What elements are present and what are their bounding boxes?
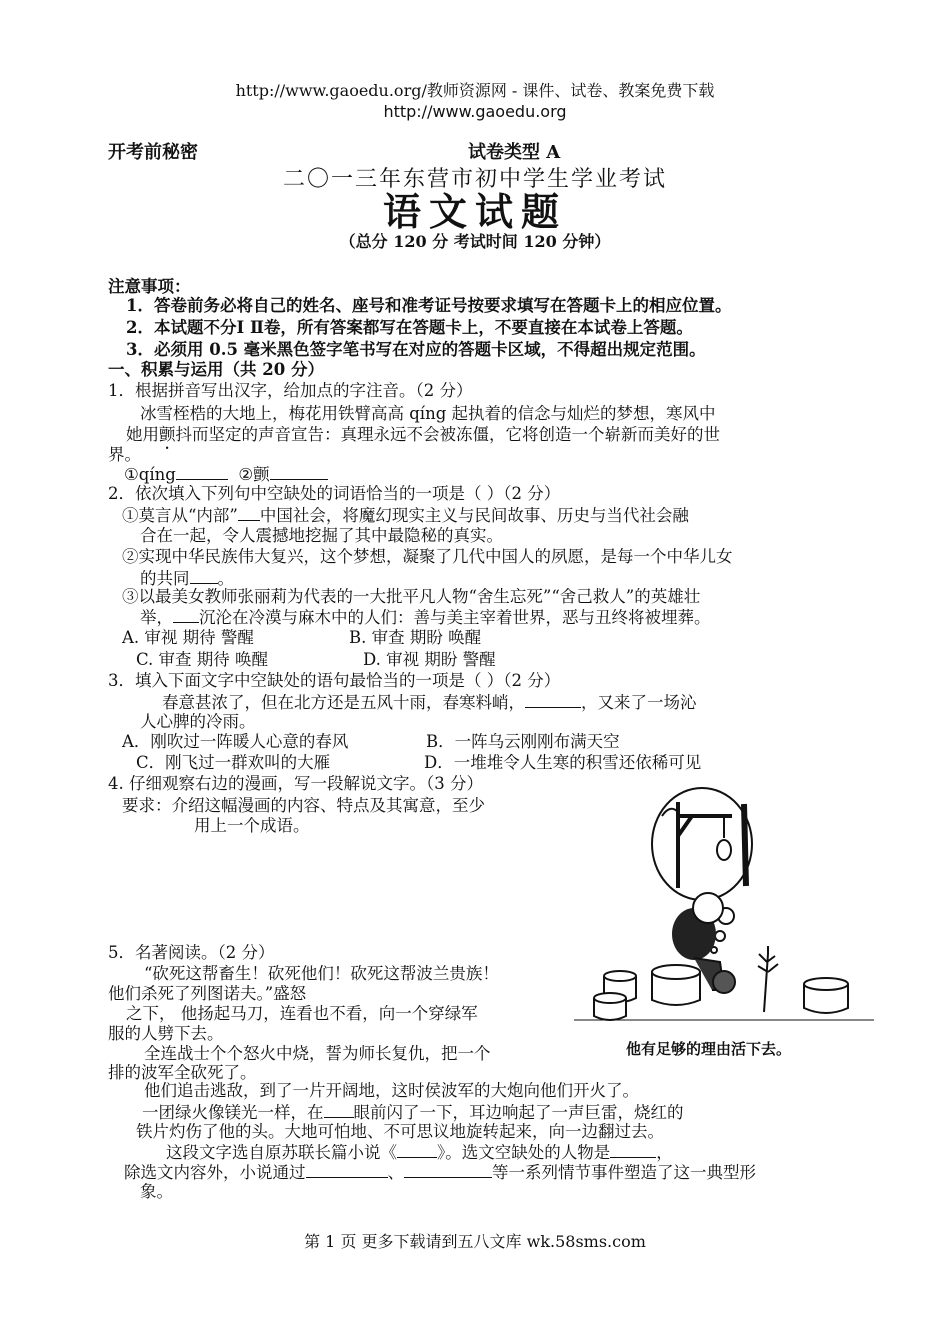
text-span: 中国社会，将魔幻现实主义与民间故事、历史与当代社会融 <box>259 506 689 525</box>
answer-blank[interactable] <box>173 606 199 623</box>
q3-stem: 3．填入下面文字中空缺处的语句最恰当的一项是（ ）（2 分） <box>108 671 561 690</box>
q5-passage-line: 他们杀死了列图诺夫。”盛怒 <box>108 984 307 1003</box>
q5-passage-line: 之下， 他扬起马刀，连看也不看，向一个穿绿军 <box>126 1004 478 1023</box>
text-span: 一团绿火像镁光一样，在 <box>142 1103 324 1122</box>
page-footer: 第 1 页 更多下载请到五八文库 wk.58sms.com <box>304 1232 646 1251</box>
text-span: 。 <box>217 569 234 588</box>
text-span: 春意甚浓了，但在北方还是五风十雨，春寒料峭， <box>162 693 525 712</box>
answer-blank[interactable] <box>306 1161 388 1178</box>
q1-stem: 1．根据拼音写出汉字，给加点的字注音。（2 分） <box>108 381 473 400</box>
answer-blank[interactable] <box>324 1101 354 1118</box>
q5-passage-line: 排的波军全砍死了。 <box>108 1063 257 1082</box>
text-span: 沉沦在冷漠与麻木中的人们：善与美主宰着世界，恶与丑终将被埋葬。 <box>199 608 711 627</box>
option-d[interactable]: D．一堆堆令人生寒的积雪还依稀可见 <box>424 753 702 772</box>
option-c[interactable]: C．刚飞过一群欢叫的大雁 <box>136 753 331 772</box>
text-span: 的共同 <box>140 569 190 588</box>
page-title: 语文试题 <box>382 189 567 234</box>
notice-item: 2．本试题不分Ⅰ Ⅱ卷，所有答案都写在答题卡上，不要直接在本试卷上答题。 <box>126 318 693 337</box>
answer-label: ①qíng <box>124 465 176 484</box>
text-span: ①莫言从“内部” <box>122 506 238 525</box>
dotted-char: 颤 <box>159 425 176 444</box>
option-d[interactable]: D. 审视 期盼 警醒 <box>363 650 496 669</box>
text-span: 眼前闪了一下，耳边响起了一声巨雷，烧红的 <box>353 1103 684 1122</box>
q5-question-line <box>124 1161 756 1184</box>
text-span: ，又来了一场沁 <box>581 693 697 712</box>
q5-passage-line: 服的人劈下去。 <box>108 1024 224 1043</box>
text-span: 除选文内容外，小说通过 <box>124 1163 306 1182</box>
q2-sentence <box>140 606 711 629</box>
thought-bubble <box>652 788 752 900</box>
q1-passage-line <box>126 424 720 453</box>
secret-label: 开考前秘密 <box>108 142 198 163</box>
answer-blank[interactable] <box>610 1141 656 1158</box>
score-time: （总分 120 分 考试时间 120 分钟） <box>339 232 611 251</box>
header-line-1: http://www.gaoedu.org/教师资源网 - 课件、试卷、教案免费下载 <box>235 81 715 100</box>
option-a[interactable]: A．刚吹过一阵暖人心意的春风 <box>122 732 349 751</box>
q4-requirement: 用上一个成语。 <box>194 816 310 835</box>
notice-item: 3．必须用 0.5 毫米黑色签字笔书写在对应的答题卡区域，不得超出规定范围。 <box>126 340 706 359</box>
answer-blank[interactable] <box>176 463 228 480</box>
text-span: 举， <box>140 608 173 627</box>
text-span: 抖而坚定的声音宣告：真理永远不会被冻僵，它将创造一个崭新而美好的世 <box>175 425 720 444</box>
option-a[interactable]: A. 审视 期待 警醒 <box>122 628 254 647</box>
option-c[interactable]: C. 审查 期待 唤醒 <box>136 650 269 669</box>
q5-passage-line: 他们追击逃敌，到了一片开阔地，这时侯波军的大炮向他们开火了。 <box>144 1081 639 1100</box>
q2-stem: 2．依次填入下列句中空缺处的词语恰当的一项是（ ）（2 分） <box>108 484 561 503</box>
answer-blank[interactable] <box>404 1161 492 1178</box>
notice-item: 1．答卷前务必将自己的姓名、座号和准考证号按要求填写在答题卡上的相应位置。 <box>126 296 732 315</box>
cartoon-caption: 他有足够的理由活下去。 <box>626 1040 792 1058</box>
q4-stem: 4. 仔细观察右边的漫画，写一段解说文字。（3 分） <box>108 774 483 793</box>
text-span: 》。选文空缺处的人物是 <box>437 1143 611 1162</box>
q2-sentence: ③以最美女教师张丽莉为代表的一大批平凡人物“舍生忘死”“舍己救人”的英雄壮 <box>122 587 701 606</box>
sapling-icon <box>758 946 778 1012</box>
answer-blank[interactable] <box>238 504 260 521</box>
q5-passage-line: 铁片灼伤了他的头。大地可怕地、不可思议地旋转起来，向一边翻过去。 <box>136 1122 664 1141</box>
header-line-2: http://www.gaoedu.org <box>383 102 567 121</box>
answer-label: ②颤 <box>238 465 270 484</box>
q2-sentence <box>122 504 689 527</box>
option-b[interactable]: B．一阵乌云刚刚布满天空 <box>426 732 620 751</box>
notice-heading: 注意事项： <box>108 277 191 296</box>
q3-passage-line: 人心脾的冷雨。 <box>140 712 256 731</box>
q5-question-line: 象。 <box>140 1182 173 1201</box>
text-span: 等一系列情节事件塑造了这一典型形 <box>492 1163 756 1182</box>
rope-coil-icon <box>713 971 735 993</box>
q5-passage-line: “砍死这帮畜生！砍死他们！砍死这帮波兰贵族！ <box>144 964 499 983</box>
paper-type: 试卷类型 A <box>468 142 561 163</box>
q1-passage-line: 界。 <box>108 445 141 464</box>
text-span: ， <box>656 1143 673 1162</box>
answer-blank[interactable] <box>397 1141 437 1158</box>
q5-stem: 5．名著阅读。（2 分） <box>108 943 275 962</box>
answer-blank[interactable] <box>270 463 328 480</box>
q2-sentence: ②实现中华民族伟大复兴，这个梦想，凝聚了几代中国人的夙愿，是每一个中华儿女 <box>122 547 733 566</box>
q1-passage-line: 冰雪桎梏的大地上，梅花用铁臂高高 qíng 起执着的信念与灿烂的梦想，寒风中 <box>140 404 716 423</box>
answer-blank[interactable] <box>190 567 218 584</box>
cartoon-image <box>574 776 874 1076</box>
text-span: 她用 <box>126 425 159 444</box>
text-span: 这段文字选自原苏联长篇小说《 <box>166 1143 397 1162</box>
q2-sentence: 合在一起，令人震撼地挖掘了其中最隐秘的真实。 <box>140 526 503 545</box>
q4-requirement: 要求：介绍这幅漫画的内容、特点及其寓意，至少 <box>122 796 485 815</box>
exam-name: 二〇一三年东营市初中学生学业考试 <box>282 167 667 192</box>
section-title: 一、积累与运用（共 20 分） <box>108 360 324 379</box>
option-b[interactable]: B. 审查 期盼 唤醒 <box>349 628 482 647</box>
answer-blank[interactable] <box>525 691 581 708</box>
q5-passage-line: 全连战士个个怒火中烧，誓为师长复仇，把一个 <box>144 1044 491 1063</box>
text-span: 、 <box>387 1163 404 1182</box>
